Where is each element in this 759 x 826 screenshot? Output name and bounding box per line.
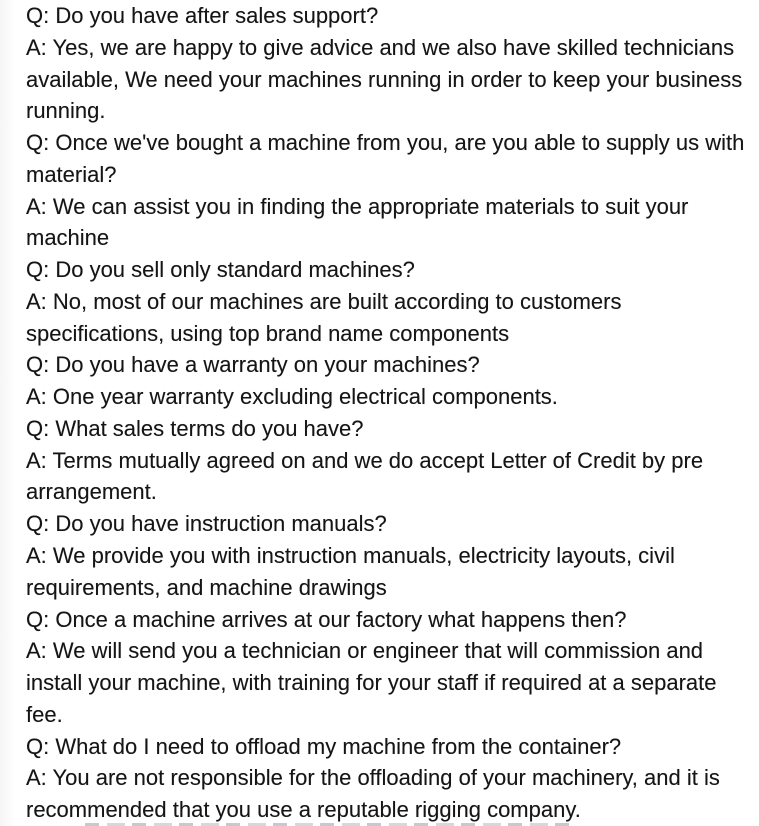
faq-answer: A: We will send you a technician or engineer that will commission and install your machine, with training for your staff if required at a separate fee. [26,638,717,727]
faq-question: Q: What do I need to offload my machine from the container? [26,733,622,759]
faq-question: Q: Once a machine arrives at our factory what happens then? [26,606,627,632]
page-left-edge-shading [0,0,16,826]
faq-answer: A: No, most of our machines are built according to customers specifications, using top brand name components [26,288,622,346]
faq-text-block [26,0,750,826]
faq-answer: A: We can assist you in finding the appropriate materials to suit your machine [26,193,689,251]
faq-question: Q: Do you have after sales support? [26,3,379,28]
faq-answer: A: Terms mutually agreed on and we do accept Letter of Credit by pre arrangement. [26,447,704,505]
faq-question: Q: Do you have a warranty on your machines? [26,352,480,378]
faq-answer: A: You are not responsible for the offloading of your machinery, and it is recommended that you use a reputable rigging company. [26,765,720,823]
faq-question: Q: Once we've bought a machine from you, are you able to supply us with material? [26,130,745,187]
faq-answer: A: Yes, we are happy to give advice and we also have skilled technicians available, We need your machines running in order to keep your business running. [26,34,743,124]
faq-answer: A: We provide you with instruction manuals, electricity layouts, civil requirements, and machine drawings [26,543,675,600]
faq-question: Q: What sales terms do you have? [26,415,364,441]
faq-question: Q: Do you have instruction manuals? [26,511,387,537]
faq-answer: A: One year warranty excluding electrical components. [26,384,558,410]
faq-question: Q: Do you sell only standard machines? [26,257,415,283]
